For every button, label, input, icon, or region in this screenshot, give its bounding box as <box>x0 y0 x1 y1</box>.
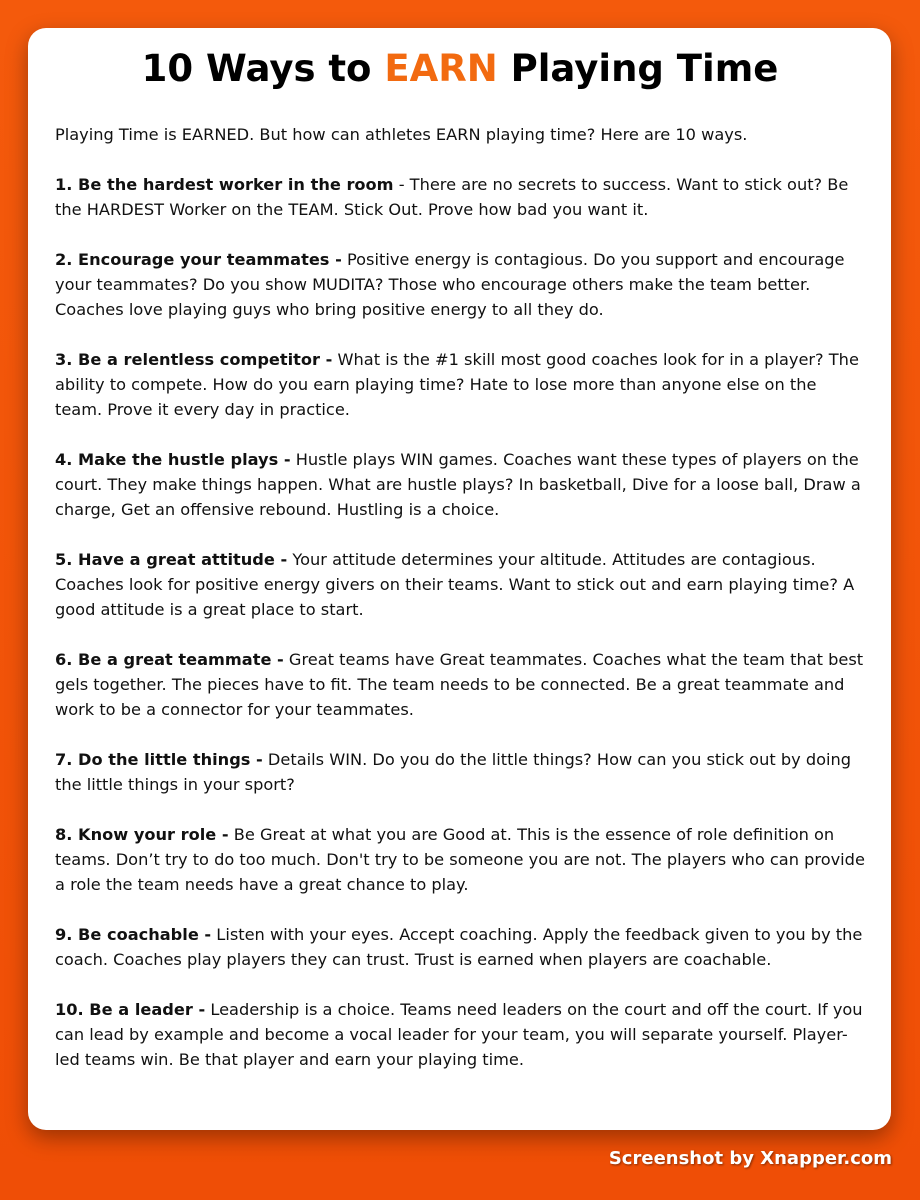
item-heading: 2. Encourage your teammates - <box>55 250 342 269</box>
list-item <box>55 547 865 622</box>
item-body: Details WIN. Do you do the little things? How can you stick out by doing the little things in your sport? <box>55 750 852 794</box>
list-item <box>55 172 865 222</box>
watermark: Screenshot by Xnapper.com <box>608 1148 892 1169</box>
title-prefix: 10 Ways to <box>141 47 385 90</box>
list-item <box>55 822 865 897</box>
page-title <box>55 46 865 92</box>
list-item <box>55 922 865 972</box>
list-item <box>55 347 865 422</box>
title-suffix: Playing Time <box>497 47 779 90</box>
item-body: - There are no secrets to success. Want to stick out? Be the HARDEST Worker on the TEAM. Stick Out. Prove how bad you want it. <box>55 175 849 219</box>
item-body: Your attitude determines your altitude. Attitudes are contagious. Coaches look for positive energy givers on their teams. Want to stick out and earn playing time? A good attitude is a great place to start. <box>55 550 855 619</box>
item-heading: 9. Be coachable - <box>55 925 212 944</box>
item-body: Positive energy is contagious. Do you support and encourage your teammates? Do you show MUDITA? Those who encourage others make the team better. Coaches love playing guys who bring positive energy to all they do. <box>55 250 845 319</box>
item-heading: 7. Do the little things - <box>55 750 263 769</box>
item-heading: 8. Know your role - <box>55 825 229 844</box>
item-heading: 1. Be the hardest worker in the room <box>55 175 394 194</box>
content-card <box>28 28 891 1130</box>
item-heading: 3. Be a relentless competitor - <box>55 350 333 369</box>
item-heading: 10. Be a leader - <box>55 1000 206 1019</box>
item-body: Hustle plays WIN games. Coaches want these types of players on the court. They make things happen. What are hustle plays? In basketball, Dive for a loose ball, Draw a charge, Get an offensive rebound. Hustling is a choice. <box>55 450 861 519</box>
item-body: Be Great at what you are Good at. This is the essence of role definition on teams. Don’t try to do too much. Don't try to be someone you are not. The players who can provide a role the team needs have a great chance to play. <box>55 825 865 894</box>
list-item <box>55 997 865 1072</box>
list-item <box>55 647 865 722</box>
title-accent: EARN <box>384 47 498 90</box>
item-heading: 5. Have a great attitude - <box>55 550 288 569</box>
item-body: Listen with your eyes. Accept coaching. Apply the feedback given to you by the coach. Coaches play players they can trust. Trust is earned when players are coachable. <box>55 925 863 969</box>
item-body: What is the #1 skill most good coaches look for in a player? The ability to compete. How do you earn playing time? Hate to lose more than anyone else on the team. Prove it every day in practice. <box>55 350 859 419</box>
item-body: Leadership is a choice. Teams need leaders on the court and off the court. If you can lead by example and become a vocal leader for your team, you will separate yourself. Player-led teams win. Be that player and earn your playing time. <box>55 1000 863 1069</box>
list-item <box>55 247 865 322</box>
list-item <box>55 447 865 522</box>
intro-paragraph: Playing Time is EARNED. But how can athletes EARN playing time? Here are 10 ways. <box>55 125 748 144</box>
item-heading: 4. Make the hustle plays - <box>55 450 291 469</box>
item-heading: 6. Be a great teammate - <box>55 650 284 669</box>
list-item <box>55 747 865 797</box>
item-body: Great teams have Great teammates. Coaches what the team that best gels together. The pieces have to fit. The team needs to be connected. Be a great teammate and work to be a connector for your teammates. <box>55 650 864 719</box>
